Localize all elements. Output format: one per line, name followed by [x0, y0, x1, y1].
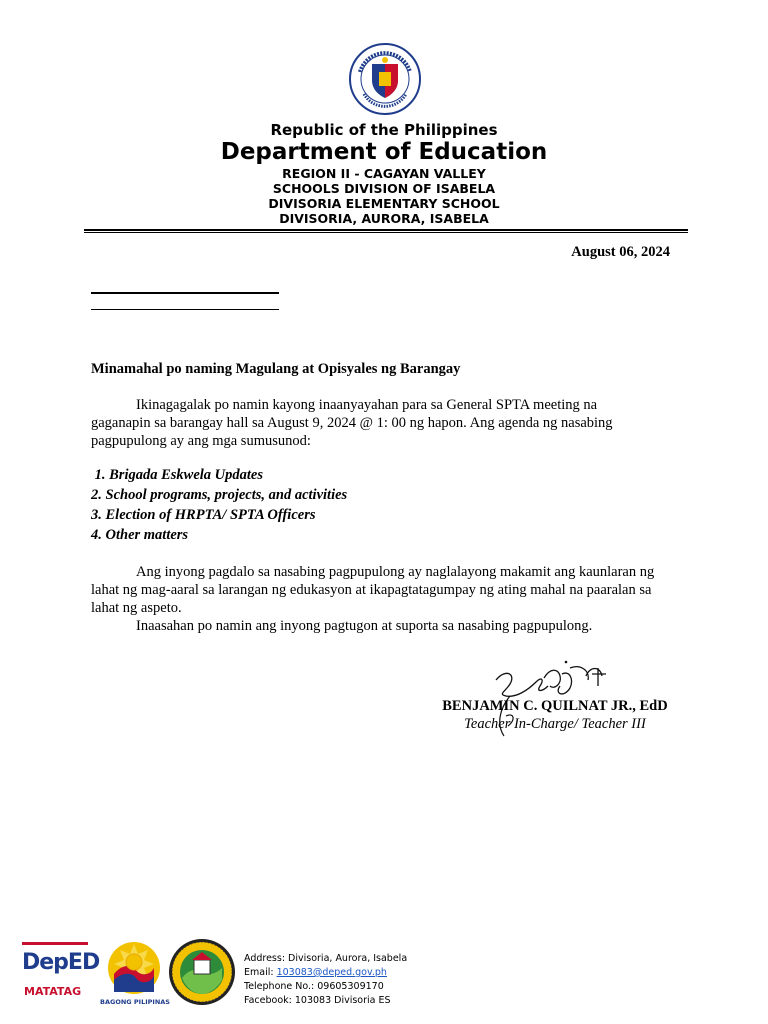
header-region: REGION II - CAGAYAN VALLEY: [282, 166, 486, 181]
recipient-blank-line: [91, 292, 279, 294]
header-division: SCHOOLS DIVISION OF ISABELA: [272, 181, 496, 196]
closing-line: lahat ng aspeto.: [91, 600, 182, 616]
intro-line: pagpupulong ay ang mga sumusunod:: [91, 433, 311, 449]
bagong-pilipinas-logo-icon: [106, 940, 162, 996]
recipient-blank-line: [91, 309, 279, 310]
footer-facebook: Facebook: 103083 Divisoria ES: [244, 995, 391, 1006]
agenda-item: 4. Other matters: [91, 527, 189, 543]
letter-date: August 06, 2024: [571, 244, 670, 260]
header-divider: [84, 229, 688, 231]
closing-paragraph: [91, 563, 681, 635]
intro-paragraph: [91, 396, 681, 450]
signer-title: Teacher In-Charge/ Teacher III: [464, 716, 646, 732]
footer-email-link[interactable]: 103083@deped.gov.ph: [276, 967, 387, 978]
signer-name: BENJAMIN C. QUILNAT JR., EdD: [442, 698, 668, 714]
header-divider-thin: [84, 232, 688, 233]
bagong-pilipinas-label: BAGONG PILIPINAS: [100, 998, 170, 1006]
matatag-label: MATATAG: [24, 985, 82, 998]
deped-logo-bar: [22, 942, 88, 945]
agenda-item: 2. School programs, projects, and activities: [91, 487, 348, 503]
closing-final-line: Inaasahan po namin ang inyong pagtugon at suporta sa nasabing pagpupulong.: [136, 618, 593, 634]
school-logo-icon: [168, 938, 236, 1006]
intro-line: gaganapin sa barangay hall sa August 9, 2024 @ 1: 00 ng hapon. Ang agenda ng nasabing: [91, 415, 613, 431]
header-republic: Republic of the Philippines: [270, 121, 498, 139]
salutation: Minamahal po naming Magulang at Opisyales ng Barangay: [91, 361, 461, 377]
agenda-item: 3. Election of HRPTA/ SPTA Officers: [91, 507, 316, 523]
header-address: DIVISORIA, AURORA, ISABELA: [279, 211, 489, 226]
header-school: DIVISORIA ELEMENTARY SCHOOL: [268, 196, 500, 211]
footer-email-label: Email:: [244, 967, 277, 978]
deped-matatag-logo-icon: DepED: [22, 950, 100, 975]
intro-line: Ikinagagalak po namin kayong inaanyayahan para sa General SPTA meeting na: [136, 397, 598, 413]
footer-email: [244, 966, 387, 980]
header-department: Department of Education: [220, 139, 548, 165]
agenda-item: 1. Brigada Eskwela Updates: [91, 467, 263, 483]
closing-line: Ang inyong pagdalo sa nasabing pagpupulong ay naglalayong makamit ang kaunlaran ng: [136, 564, 655, 580]
footer-telephone: Telephone No.: 09605309170: [244, 981, 384, 992]
footer-address: Address: Divisoria, Aurora, Isabela: [244, 953, 408, 964]
deped-seal-icon: [348, 42, 422, 116]
closing-line: lahat ng mag-aaral sa larangan ng edukasyon at ikapagtatagumpay ng ating mahal na paaralan sa: [91, 582, 652, 598]
